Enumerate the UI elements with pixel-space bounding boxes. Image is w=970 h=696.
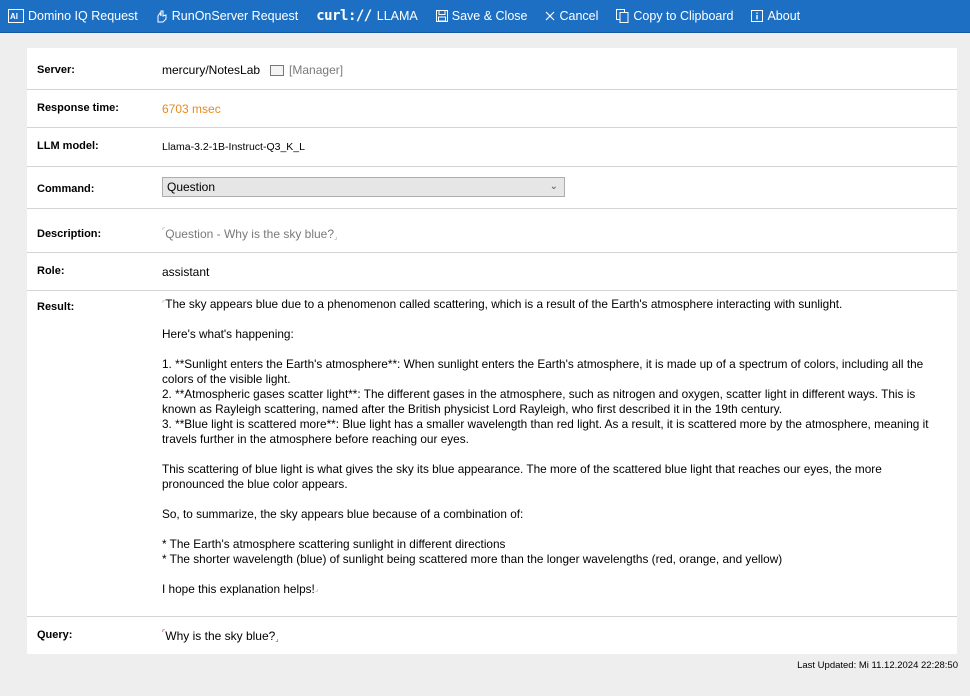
result-paragraph: So, to summarize, the sky appears blue because of a combination of: (162, 507, 524, 521)
llm-model-label: LLM model: (37, 140, 99, 152)
server-label: Server: (37, 64, 75, 76)
server-row (27, 48, 957, 90)
svg-text:AI: AI (10, 12, 18, 21)
query-label: Query: (37, 629, 73, 641)
server-value-group (162, 63, 343, 77)
field-start-marker: ⌜ (162, 630, 166, 637)
server-value: mercury/NotesLab (162, 63, 261, 77)
copy-icon (616, 9, 629, 23)
description-label: Description: (37, 228, 102, 240)
role-row (27, 253, 957, 291)
copy-to-clipboard-label: Copy to Clipboard (633, 9, 734, 23)
info-icon (751, 10, 763, 22)
response-time-value: 6703 msec (162, 102, 221, 116)
llm-model-row (27, 128, 957, 167)
field-end-marker: ⌟ (334, 234, 338, 241)
role-value: assistant (162, 265, 210, 279)
chevron-down-icon: ⌄ (549, 181, 558, 192)
domino-iq-request-label: Domino IQ Request (28, 9, 138, 23)
description-row (27, 209, 957, 253)
run-hand-icon (156, 10, 168, 23)
response-time-label: Response time: (37, 102, 119, 114)
save-close-label: Save & Close (451, 9, 528, 23)
about-label: About (767, 9, 801, 23)
curl-llama-button[interactable] (316, 8, 418, 24)
run-on-server-request-button[interactable] (156, 9, 298, 23)
result-text (162, 297, 942, 597)
ai-box-icon (8, 9, 24, 23)
domino-iq-request-button[interactable] (8, 9, 138, 23)
field-end-marker: ⌟ (275, 636, 279, 643)
database-icon (270, 65, 284, 76)
command-select[interactable] (162, 177, 565, 197)
command-selected-value: Question (167, 180, 216, 194)
query-field[interactable] (162, 629, 279, 643)
llm-model-value: Llama-3.2-1B-Instruct-Q3_K_L (162, 141, 305, 153)
query-value: Why is the sky blue? (165, 629, 276, 643)
result-paragraph: I hope this explanation helps!⌟ (162, 582, 319, 596)
result-paragraph: Here's what's happening: (162, 327, 294, 341)
field-start-marker: ⌜ (162, 301, 166, 308)
result-label: Result: (37, 301, 75, 313)
action-toolbar (0, 0, 970, 33)
result-paragraph: * The Earth's atmosphere scattering sunlight in different directions * The shorter wavelength (blue) of sunlight being scattered more than the longer wavelengths (red, orange, and yellow) (162, 537, 783, 566)
description-field (162, 227, 337, 241)
x-icon (545, 11, 555, 21)
command-row (27, 167, 957, 209)
role-label: Role: (37, 265, 65, 277)
result-row (27, 291, 957, 617)
command-label: Command: (37, 183, 95, 195)
result-paragraph: ⌜The sky appears blue due to a phenomenon called scattering, which is a result of the Earth's atmosphere interacting with sunlight. (162, 297, 843, 311)
save-close-button[interactable] (436, 9, 528, 23)
result-paragraph: 1. **Sunlight enters the Earth's atmosphere**: When sunlight enters the Earth's atmosphere, it is made up of a spectrum of colors, including all the colors of the visible light. 2. **Atmospheric gases scatter light**: The different gases in the atmosphere, such as nitrogen and oxygen, scatter light in different ways. This is known as Rayleigh scattering, named after the British physicist Lord Rayleigh, who first described it in the 19th century. 3. **Blue light is scattered more**: Blue light has a smaller wavelength than red light. As a result, it is scattered more by the atmosphere, meaning it travels further in the atmosphere before reaching our eyes. (162, 357, 929, 446)
about-button[interactable] (751, 9, 800, 23)
cancel-button[interactable] (545, 9, 598, 23)
curl-llama-label: LLAMA (376, 9, 418, 23)
floppy-icon (436, 10, 448, 22)
field-end-marker: ⌟ (314, 586, 319, 593)
query-row (27, 617, 957, 654)
server-access-role: [Manager] (289, 63, 344, 77)
field-start-marker: ⌜ (162, 228, 166, 235)
run-on-server-request-label: RunOnServer Request (171, 9, 299, 23)
cancel-label: Cancel (559, 9, 599, 23)
last-updated-text: Last Updated: Mi 11.12.2024 22:28:50 (797, 660, 958, 671)
result-paragraph: This scattering of blue light is what gives the sky its blue appearance. The more of the scattered blue light that reaches our eyes, the more pronounced the blue color appears. (162, 462, 882, 491)
request-form (27, 48, 957, 654)
description-value: Question - Why is the sky blue? (165, 227, 335, 241)
copy-to-clipboard-button[interactable] (616, 9, 733, 23)
response-time-row (27, 90, 957, 128)
curl-logo: curl:// (316, 8, 372, 24)
